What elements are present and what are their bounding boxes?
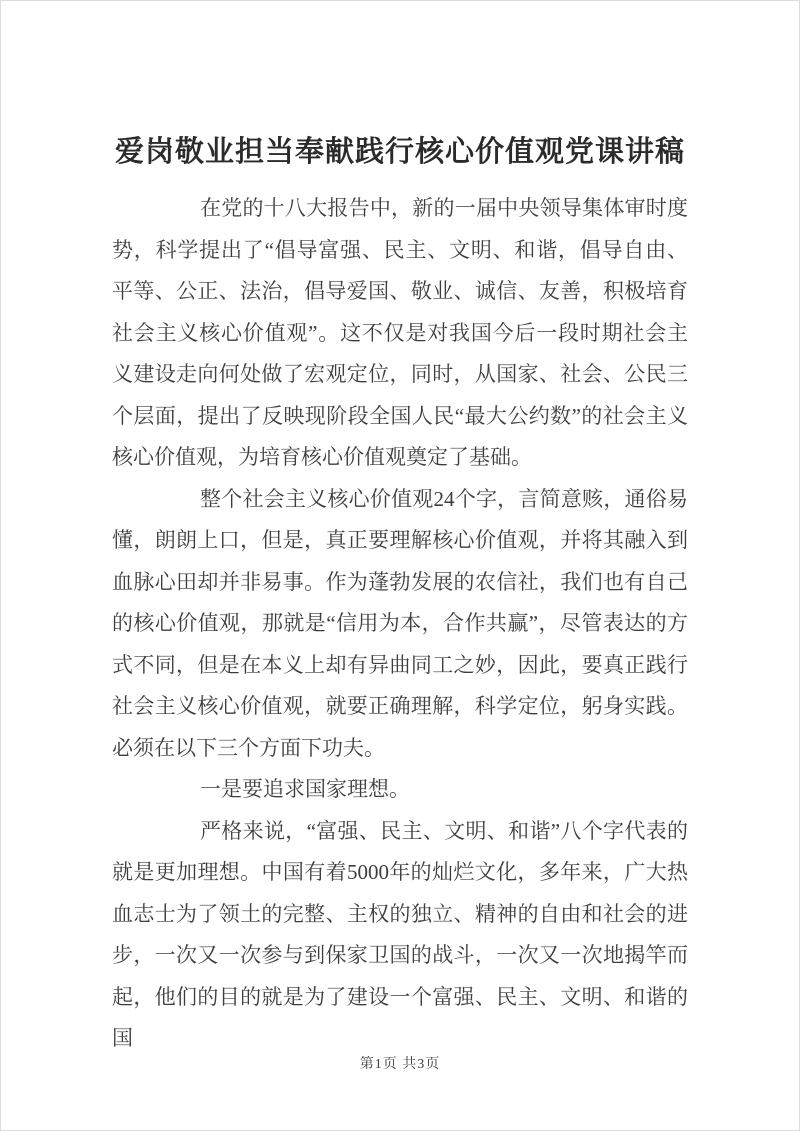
document-title: 爱岗敬业担当奉献践行核心价值观党课讲稿 — [114, 136, 685, 168]
paragraph: 整个社会主义核心价值观24个字，言简意赅，通俗易懂，朗朗上口，但是，真正要理解核心价值观，并将其融入到血脉心田却并非易事。作为蓬勃发展的农信社，我们也有自己的核心价值观，那就是“信用为本，合作共赢”，尽管表达的方式不同，但是在本义上却有异曲同工之妙，因此，要真正践行社会主义核心价值观，就要正确理解，科学定位，躬身实践。必须在以下三个方面下功夫。 — [112, 486, 688, 760]
paragraph: 在党的十八大报告中，新的一届中央领导集体审时度势，科学提出了“倡导富强、民主、文明、和谐，倡导自由、平等、公正、法治，倡导爱国、敬业、诚信、友善，积极培育社会主义核心价值观”。这不仅是对我国今后一段时期社会主义建设走向何处做了宏观定位，同时，从国家、社会、公民三个层面，提出了反映现阶段全国人民“最大公约数”的社会主义核心价值观，为培育核心价值观奠定了基础。 — [112, 196, 688, 469]
document-body — [112, 188, 688, 1060]
page-footer: 第1页 共3页 — [359, 1057, 441, 1072]
paragraph: 严格来说，“富强、民主、文明、和谐”八个字代表的就是更加理想。中国有着5000年的灿烂文化，多年来，广大热血志士为了领土的完整、主权的独立、精神的自由和社会的进步，一次又一次参与到保家卫国的战斗，一次又一次地揭竿而起，他们的目的就是为了建设一个富强、民主、文明、和谐的国 — [112, 818, 688, 1050]
document-content — [112, 132, 688, 1060]
paragraph: 一是要追求国家理想。 — [200, 777, 410, 801]
